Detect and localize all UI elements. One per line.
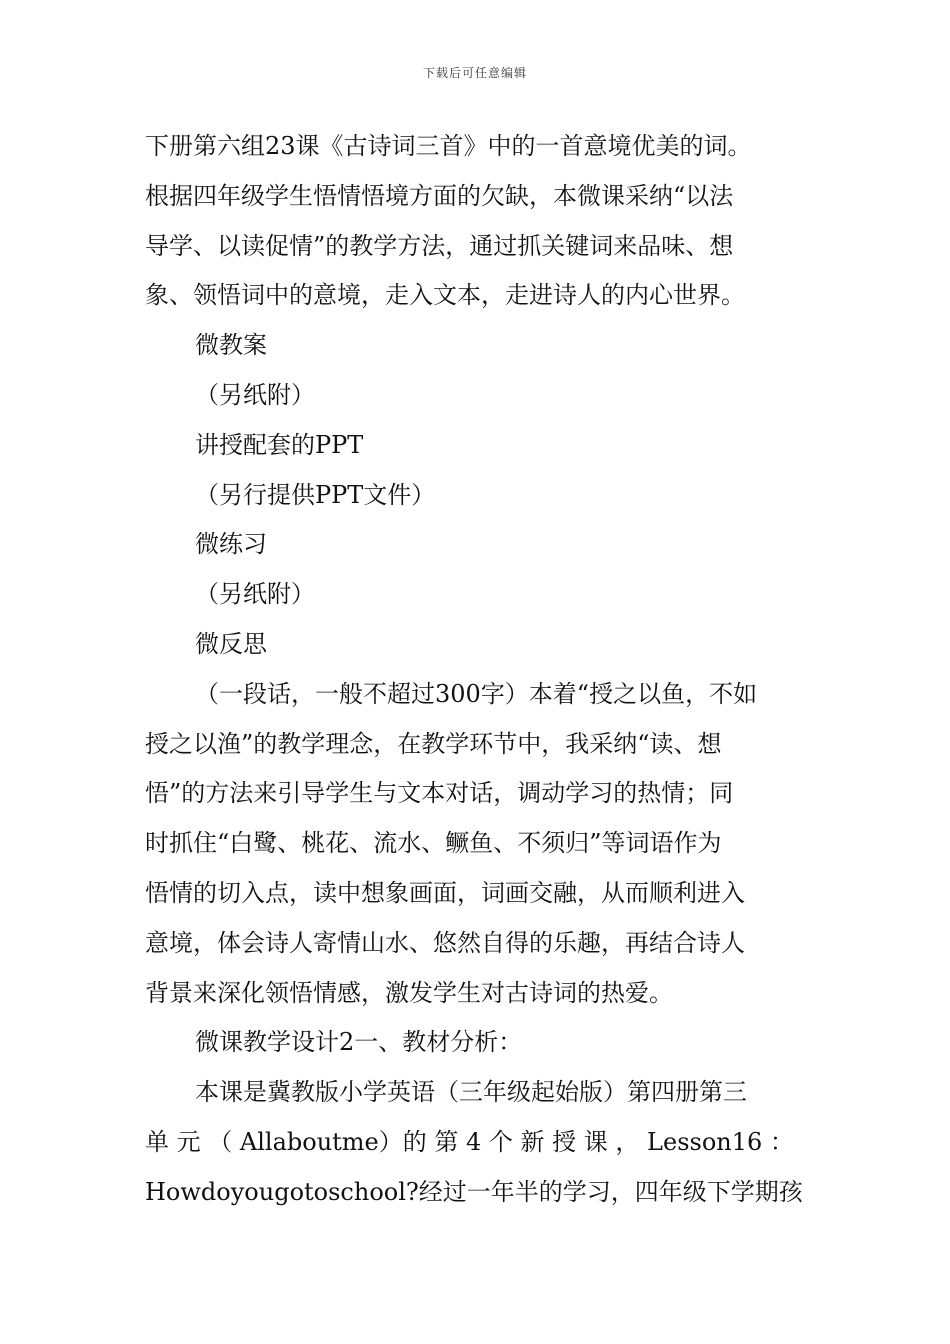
page-header: 下载后可任意编辑 xyxy=(422,66,527,80)
text-line: 悟情的切入点，读中想象画面，词画交融，从而顺利进入 xyxy=(145,878,745,907)
text-line: 本课是冀教版小学英语（三年级起始版）第四册第三 xyxy=(195,1078,747,1107)
document-body xyxy=(145,122,805,1218)
text-line: Howdoyougotoschool?经过一年半的学习，四年级下学期孩 xyxy=(145,1177,803,1206)
section-heading-micro-exercise: 微练习 xyxy=(195,530,267,559)
text-line: （另纸附） xyxy=(195,580,315,609)
section-heading-micro-reflection: 微反思 xyxy=(195,629,267,658)
text-line: 悟”的方法来引导学生与文本对话，调动学习的热情；同 xyxy=(145,779,734,808)
section-heading-micro-lesson-plan: 微教案 xyxy=(195,331,267,360)
text-line: （一段话，一般不超过300字）本着“授之以鱼，不如 xyxy=(195,679,758,708)
text-line: 背景来深化领悟情感，激发学生对古诗词的热爱。 xyxy=(145,978,673,1007)
text-line: 下册第六组23课《古诗词三首》中的一首意境优美的词。 xyxy=(145,132,752,160)
text-line: （另行提供PPT文件） xyxy=(195,480,436,509)
text-line: 象、领悟词中的意境，走入文本，走进诗人的内心世界。 xyxy=(145,281,745,310)
text-line: 意境，体会诗人寄情山水、悠然自得的乐趣，再结合诗人 xyxy=(145,928,745,957)
text-line: 根据四年级学生悟情悟境方面的欠缺，本微课采纳“以法 xyxy=(145,181,734,210)
text-line: 授之以渔”的教学理念，在教学环节中，我采纳“读、想 xyxy=(145,729,722,758)
text-line: （另纸附） xyxy=(195,380,315,409)
text-line: 单 元 （ Allaboutme）的 第 4 个 新 授 课 ， Lesson16 ： xyxy=(145,1127,794,1156)
text-line: 导学、以读促情”的教学方法，通过抓关键词来品味、想 xyxy=(145,231,734,260)
text-line: 时抓住“白鹭、桃花、流水、鳜鱼、不须归”等词语作为 xyxy=(145,829,722,858)
section-heading-design-2: 微课教学设计2一、教材分析： xyxy=(195,1028,523,1057)
section-heading-ppt: 讲授配套的PPT xyxy=(195,430,364,459)
